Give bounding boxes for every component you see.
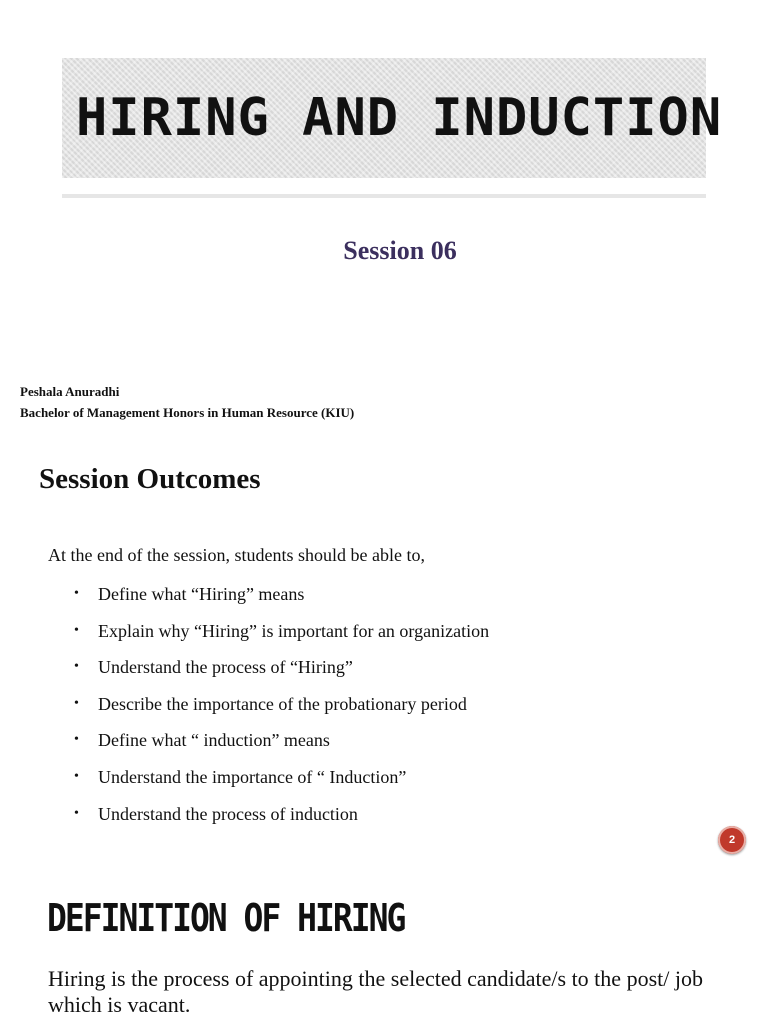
outcome-text: Define what “ induction” means: [98, 730, 330, 751]
list-item: [74, 582, 489, 619]
definition-body: Hiring is the process of appointing the selected candidate/s to the post/ job which is vacant.: [48, 966, 703, 1017]
outcomes-list: [74, 582, 489, 838]
bullet-icon: •: [74, 695, 79, 711]
list-item: [74, 655, 489, 692]
outcomes-heading: Session Outcomes: [39, 463, 261, 495]
bullet-icon: •: [74, 768, 79, 784]
outcome-text: Explain why “Hiring” is important for an organization: [98, 620, 490, 641]
list-item: [74, 765, 489, 802]
bullet-icon: •: [74, 622, 79, 638]
list-item: [74, 692, 489, 729]
author-name: Peshala Anuradhi: [20, 384, 120, 399]
list-item: [74, 728, 489, 765]
title-divider: [62, 194, 706, 198]
page-number-badge: 2: [718, 826, 746, 854]
outcome-text: Understand the process of induction: [98, 803, 358, 824]
bullet-icon: •: [74, 805, 79, 821]
bullet-icon: •: [74, 586, 79, 601]
author-block: [20, 381, 354, 423]
outcome-text: Describe the importance of the probationary period: [98, 693, 467, 714]
bullet-icon: •: [74, 732, 79, 748]
title-band: [62, 58, 723, 178]
bullet-icon: •: [74, 659, 79, 675]
list-item: [74, 619, 489, 656]
session-label: Session 06: [343, 236, 457, 265]
slide-title: HIRING AND INDUCTION: [76, 88, 723, 148]
definition-heading: DEFINITION OF HIRING: [47, 895, 405, 941]
outcome-text: Understand the process of “Hiring”: [98, 657, 353, 678]
list-item: [74, 802, 489, 839]
outcomes-intro: At the end of the session, students should be able to,: [48, 545, 425, 565]
outcome-text: Define what “Hiring” means: [98, 584, 305, 604]
outcome-text: Understand the importance of “ Induction”: [98, 766, 407, 787]
author-degree: Bachelor of Management Honors in Human Resource (KIU): [20, 405, 355, 420]
